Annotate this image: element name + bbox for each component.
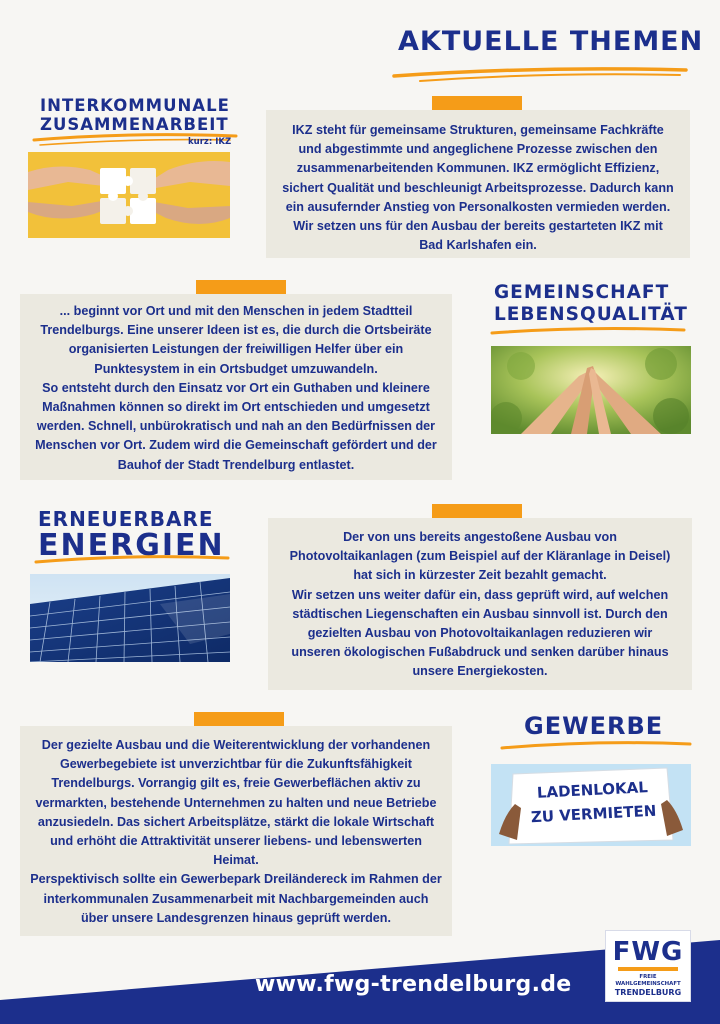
gemeinschaft-text-p1: ... beginnt vor Ort und mit den Menschen in jedem Stadtteil Trendelburgs. Eine unserer Ideen ist es, die durch die Ortsbeiräte organisierten Leistungen der freiwilligen Helfer über ein Punktesystem in ein Ortsbudget umzuwandeln. (40, 304, 432, 376)
gewerbe-text-p1: Der gezielte Ausbau und die Weiterentwicklung der vorhandenen Gewerbegebiete ist unverzichtbar für die Zukunftsfähigkeit Trendelburgs. Vorrangig gilt es, freie Gewerbeflächen aktiv zu vermarkten, bestehende Unternehmen zu halten und neue Betriebe anzusiedeln. Das sichert Arbeitsplätze, stärkt die lokale Wirtschaft und erhöht die Attraktivität unserer liebens- und lebenswerten Heimat. (35, 738, 437, 868)
sign-text (512, 774, 674, 830)
page-title: AKTUELLE THEMEN (398, 26, 704, 57)
energien-heading-line1: ERNEUERBARE (38, 507, 214, 531)
ikz-heading (40, 96, 230, 134)
logo-wordmark: FWG (612, 937, 684, 967)
for-rent-sign-photo (491, 764, 691, 846)
logo-bar (618, 967, 678, 971)
ikz-heading-line1: INTERKOMMUNALE (40, 96, 230, 115)
website-link[interactable]: www.fwg-trendelburg.de (255, 972, 572, 997)
solar-panels-photo (30, 574, 230, 662)
ikz-subtitle: kurz: IKZ (188, 137, 232, 147)
gewerbe-heading: GEWERBE (524, 712, 664, 740)
energien-underline (32, 552, 232, 568)
energien-heading-line2: ENERGIEN (38, 528, 225, 563)
sign-line2: ZU VERMIETEN (530, 801, 657, 827)
gemeinschaft-heading-line1: GEMEINSCHAFT (494, 282, 670, 303)
puzzle-photo (28, 152, 230, 238)
sign-line1: LADENLOKAL (536, 778, 649, 802)
gewerbe-text-p2: Perspektivisch sollte ein Gewerbepark Dreiländereck im Rahmen der interkommunalen Zusammenarbeit mit Nachbargemeinden auch über unsere Landesgrenzen hinaus geprüft werden. (30, 872, 442, 925)
gemeinschaft-underline (488, 324, 688, 340)
ikz-text-box (266, 110, 690, 258)
energien-text-box (268, 518, 692, 690)
logo-line2: TRENDELBURG (614, 988, 682, 997)
fwg-logo (605, 930, 691, 1002)
gemeinschaft-text-p2: So entsteht durch den Einsatz vor Ort ein Guthaben und kleinere Maßnahmen können so direkt im Ort entschieden und umgesetzt werden. Schnell, unbürokratisch und nah an den Bedürfnissen der Menschen vor Ort. Zudem wird die Gemeinschaft gefördert und der Bauhof der Stadt Trendelburg entlastet. (35, 380, 437, 472)
gemeinschaft-tab (196, 280, 286, 294)
title-underline (390, 60, 690, 84)
gewerbe-tab (194, 712, 284, 726)
gemeinschaft-heading-line2: LEBENSQUALITÄT (494, 304, 688, 325)
logo-line1: FREIE WAHLGEMEINSCHAFT (615, 974, 681, 987)
energien-text-p1: Der von uns bereits angestoßene Ausbau von Photovoltaikanlagen (zum Beispiel auf der Kläranlage in Deisel) hat sich in kürzester Zeit bezahlt gemacht. (289, 530, 671, 583)
gewerbe-underline (498, 738, 694, 754)
gemeinschaft-text-box (20, 294, 452, 480)
energien-tab (432, 504, 522, 518)
ikz-heading-line2: ZUSAMMENARBEIT (40, 115, 229, 134)
gemeinschaft-heading (494, 282, 688, 326)
gewerbe-text-box (20, 726, 452, 936)
ikz-text: IKZ steht für gemeinsame Strukturen, gemeinsame Fachkräfte und abgestimmte und angeglichene Prozesse zwischen den zusammenarbeitenden Kommunen. IKZ ermöglicht Effizienz, sichert Qualität und beschleunigt Arbeitsprozesse. Dadurch kann ein ausufernder Anstieg von Personalkosten vermieden werden. Wir setzen uns für den Ausbau der bereits gestarteten IKZ mit Bad Karlshafen ein. (282, 123, 674, 253)
hands-together-photo (491, 346, 691, 434)
ikz-tab (432, 96, 522, 110)
energien-text-p2: Wir setzen uns weiter dafür ein, dass geprüft wird, auf welchen städtischen Liegenschaften ein Ausbau sinnvoll ist. Durch den gezielten Ausbau von Photovoltaikanlagen reduzieren wir unseren ökologischen Fußabdruck und senken darüber hinaus unsere Energiekosten. (291, 587, 669, 679)
